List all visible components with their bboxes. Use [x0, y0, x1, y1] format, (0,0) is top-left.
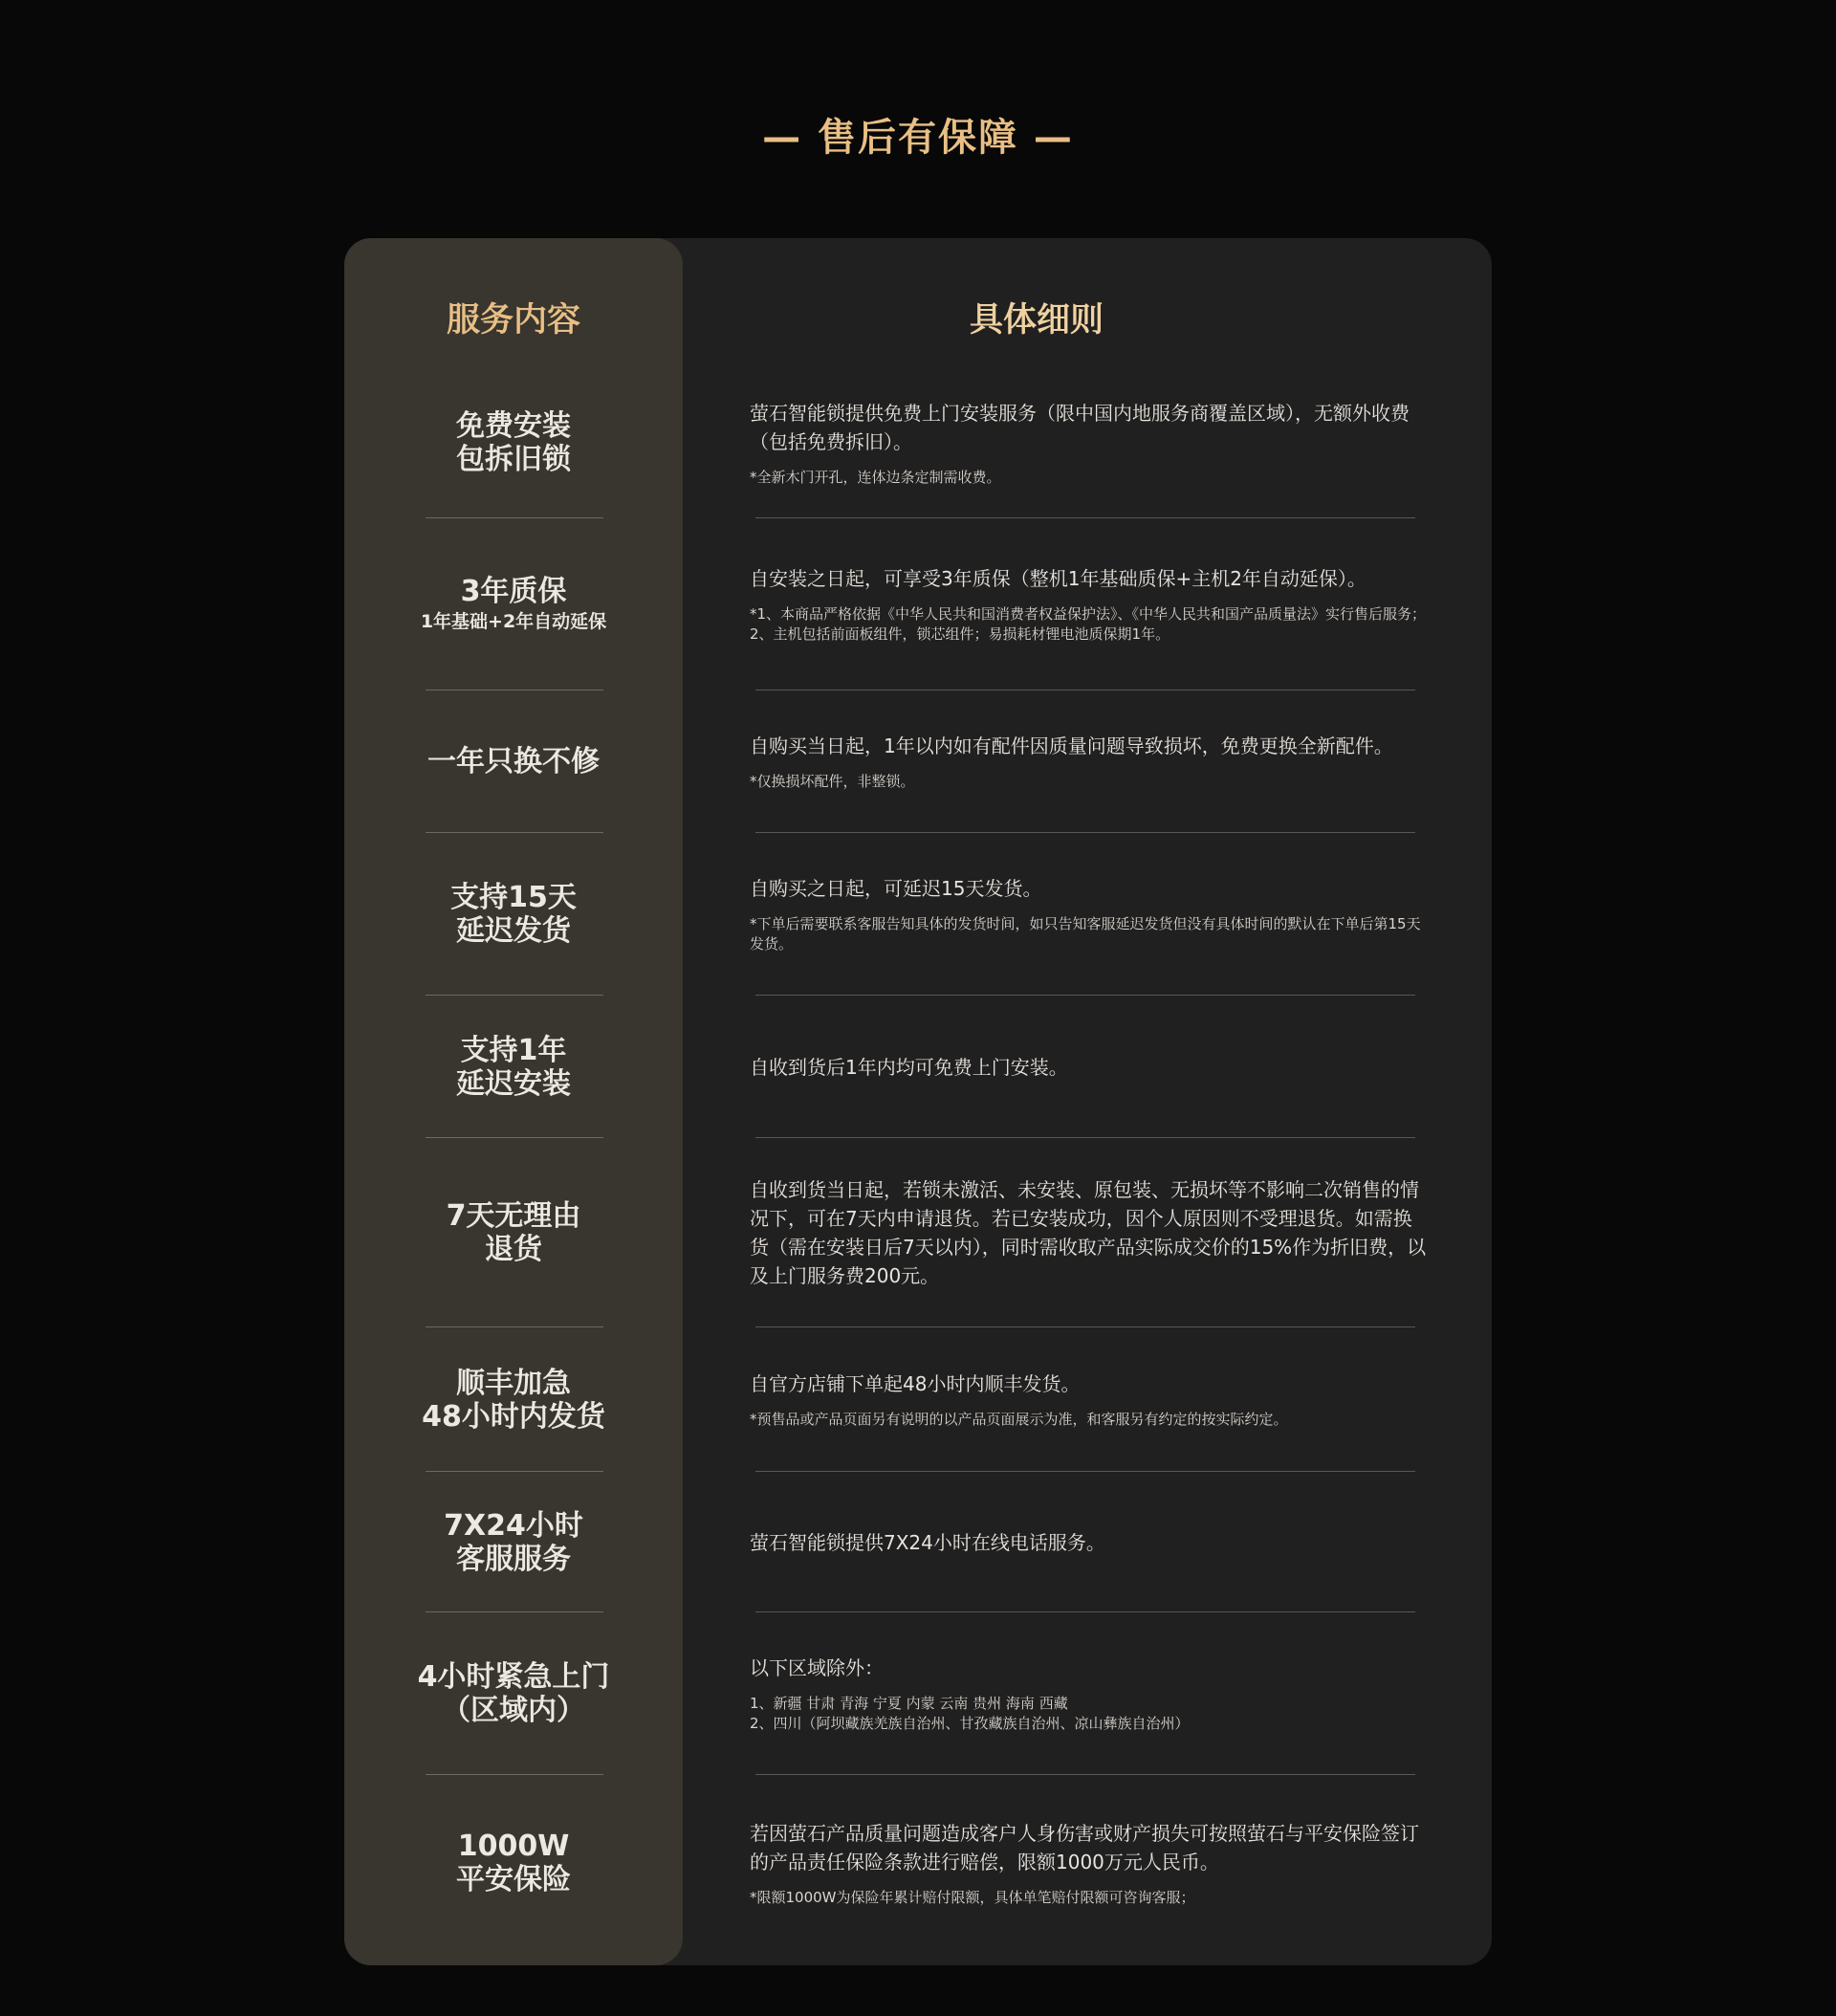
- detail-main-text: 自收到货当日起，若锁未激活、未安装、原包装、无损坏等不影响二次销售的情况下，可在7天内申请退货。若已安装成功，因个人原因则不受理退货。如需换货（需在安装日后7天以内），同时需收取产品实际成交价的15%作为折旧费，以及上门服务费200元。: [750, 1178, 1427, 1287]
- detail-main-text: 自收到货后1年内均可免费上门安装。: [750, 1055, 1068, 1079]
- service-detail: [750, 874, 1429, 954]
- service-name-line: 3年质保: [460, 574, 567, 608]
- detail-footnote: [750, 1694, 1429, 1734]
- guarantee-row: [344, 367, 1492, 518]
- service-name-line: 顺丰加急: [456, 1366, 571, 1400]
- service-name-line: 退货: [485, 1233, 542, 1266]
- service-name: [344, 1367, 683, 1434]
- detail-footnote-line: 2、主机包括前面板组件，锁芯组件；易损耗材锂电池质保期1年。: [750, 625, 1170, 643]
- detail-footnote-line: *预售品或产品页面另有说明的以产品页面展示为准，和客服另有约定的按实际约定。: [750, 1411, 1288, 1428]
- detail-footnote-line: *1、本商品严格依据《中华人民共和国消费者权益保护法》、《中华人民共和国产品质量法》实行售后服务；: [750, 605, 1427, 623]
- service-detail: [750, 1654, 1429, 1734]
- service-name-line: 支持15天: [450, 881, 577, 914]
- detail-main-text: 萤石智能锁提供免费上门安装服务（限中国内地服务商覆盖区域），无额外收费（包括免费拆旧）。: [750, 401, 1410, 453]
- service-name: [344, 409, 683, 476]
- detail-footnote-line: *仅换损坏配件，非整锁。: [750, 773, 915, 790]
- service-detail: [750, 1175, 1429, 1290]
- detail-footnote-line: *全新木门开孔，连体边条定制需收费。: [750, 468, 1001, 486]
- service-name-line: 4小时紧急上门: [417, 1660, 610, 1694]
- service-name-line: 包拆旧锁: [456, 443, 571, 476]
- detail-footnote-line: *下单后需要联系客服告知具体的发货时间，如只告知客服延迟发货但没有具体时间的默认在下单后第15天发货。: [750, 915, 1421, 953]
- service-subtitle: 1年基础+2年自动延保: [420, 610, 607, 632]
- service-name-line: 48小时内发货: [422, 1399, 605, 1434]
- service-name-line: 1000W: [457, 1830, 570, 1863]
- detail-footnote: [750, 914, 1429, 954]
- detail-footnote-line: *限额1000W为保险年累计赔付限额，具体单笔赔付限额可咨询客服；: [750, 1888, 1195, 1906]
- detail-main-text: 若因萤石产品质量问题造成客户人身伤害或财产损失可按照萤石与平安保险签订的产品责任保险条款进行赔偿，限额1000万元人民币。: [750, 1821, 1419, 1874]
- detail-main-text: 自购买之日起，可延迟15天发货。: [750, 877, 1042, 900]
- detail-footnote-line: 2、四川（阿坝藏族羌族自治州、甘孜藏族自治州、凉山彝族自治州）: [750, 1715, 1190, 1732]
- guarantee-row: [344, 833, 1492, 996]
- detail-footnote: [750, 604, 1429, 645]
- service-name: [344, 575, 683, 635]
- service-name-line: 延迟发货: [456, 914, 571, 948]
- section-title: — 售后有保障 —: [762, 116, 1074, 160]
- detail-footnote: [750, 1410, 1429, 1430]
- service-name: [344, 1830, 683, 1896]
- service-name: [344, 1509, 683, 1576]
- service-detail: [750, 1370, 1429, 1430]
- detail-column-header: 具体细则: [969, 301, 1104, 340]
- service-name-line: 支持1年: [460, 1033, 567, 1067]
- detail-footnote: [750, 772, 1429, 792]
- detail-footnote: [750, 468, 1429, 488]
- guarantee-row: [344, 1138, 1492, 1327]
- service-name-line: 一年只换不修: [427, 745, 600, 778]
- service-name-line: 7X24小时: [444, 1508, 583, 1543]
- guarantee-row: [344, 1775, 1492, 1951]
- service-detail: [750, 1053, 1429, 1082]
- detail-footnote: [750, 1888, 1429, 1908]
- detail-main-text: 自购买当日起，1年以内如有配件因质量问题导致损坏，免费更换全新配件。: [750, 734, 1393, 757]
- service-detail: [750, 1528, 1429, 1557]
- detail-main-text: 萤石智能锁提供7X24小时在线电话服务。: [750, 1530, 1105, 1554]
- service-name-line: 平安保险: [456, 1863, 571, 1896]
- detail-main-text: 自安装之日起，可享受3年质保（整机1年基础质保+主机2年自动延保）。: [750, 567, 1366, 590]
- service-name-line: 免费安装: [456, 409, 571, 443]
- service-name-line: 7天无理由: [446, 1199, 581, 1233]
- guarantee-row: [344, 518, 1492, 690]
- service-name: [344, 745, 683, 778]
- service-column-header: 服务内容: [446, 301, 580, 340]
- guarantee-row: [344, 1612, 1492, 1775]
- service-name: [344, 1660, 683, 1727]
- service-name-line: 延迟安装: [456, 1066, 571, 1101]
- service-name-line: 客服服务: [456, 1542, 571, 1576]
- service-detail: [750, 732, 1429, 792]
- guarantee-row: [344, 1472, 1492, 1612]
- service-detail: [750, 564, 1429, 645]
- service-name: [344, 1199, 683, 1266]
- service-detail: [750, 399, 1429, 488]
- service-name-line: （区域内）: [442, 1694, 585, 1727]
- guarantee-row: [344, 1327, 1492, 1472]
- detail-main-text: 自官方店铺下单起48小时内顺丰发货。: [750, 1372, 1081, 1395]
- detail-main-text: 以下区域除外：: [750, 1656, 884, 1679]
- guarantee-row: [344, 996, 1492, 1138]
- detail-footnote-line: 1、新疆 甘肃 青海 宁夏 内蒙 云南 贵州 海南 西藏: [750, 1695, 1068, 1712]
- service-detail: [750, 1819, 1429, 1908]
- guarantee-rows: [344, 367, 1492, 1951]
- guarantee-row: [344, 690, 1492, 833]
- service-name: [344, 1034, 683, 1101]
- service-name: [344, 881, 683, 948]
